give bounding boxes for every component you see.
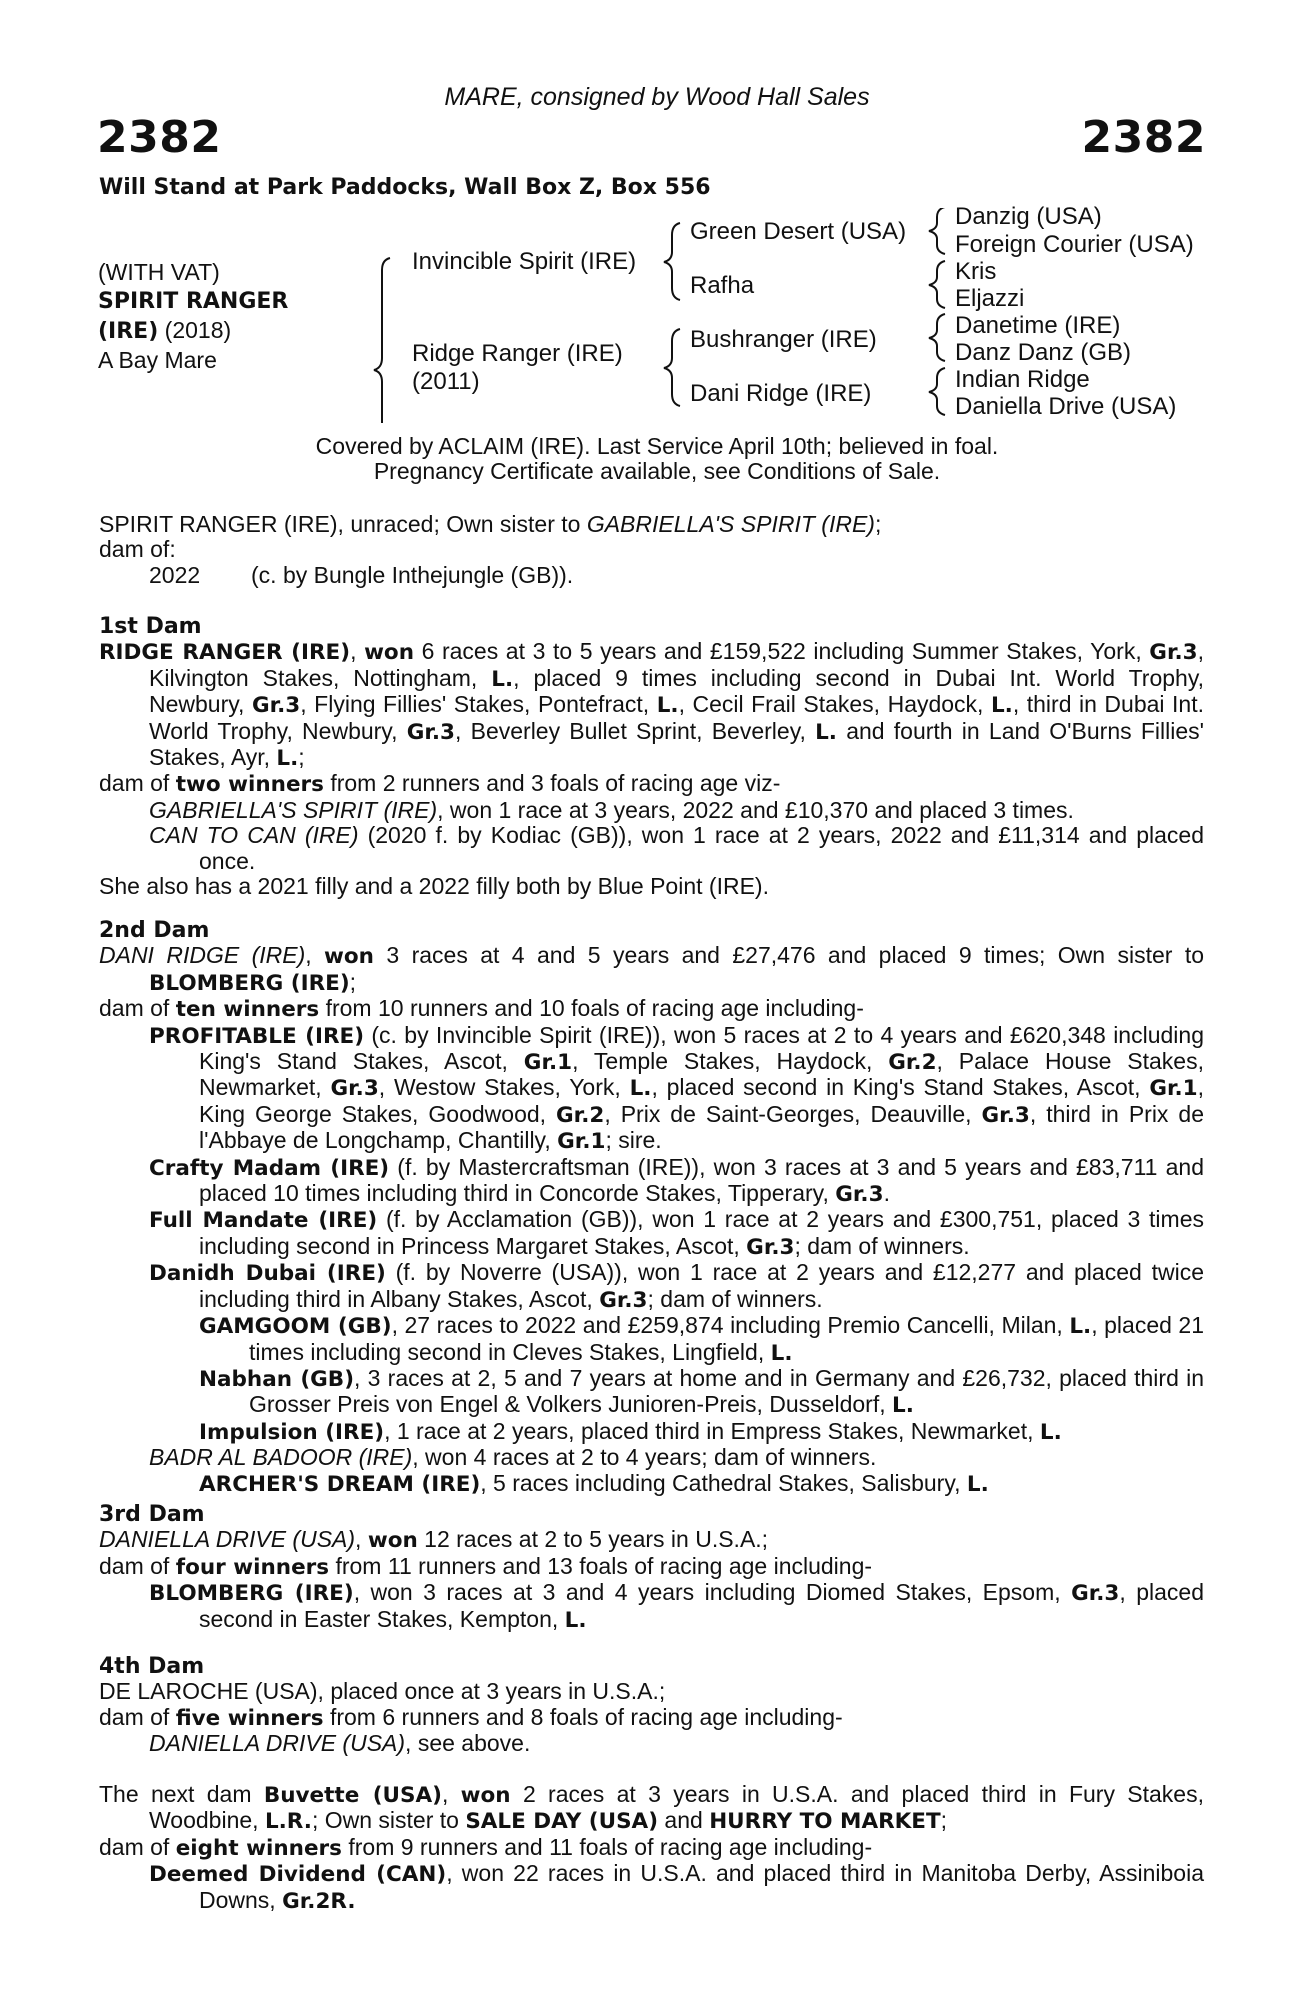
- grandfoal-impulsion: Impulsion (IRE), 1 race at 2 years, placed third in Empress Stakes, Newmarket, L.: [199, 1417, 1062, 1445]
- ped-dsd: Danz Danz (GB): [955, 339, 1132, 366]
- covering-line-1: Covered by ACLAIM (IRE). Last Service April 10th; believed in foal.: [315, 433, 999, 459]
- third-dam-section: [99, 1502, 1204, 1633]
- next-dam-foal: Deemed Dividend (CAN), won 22 races in U.S.A. and placed third in Manitoba Derby, Assiniboia Downs, Gr.2R.: [149, 1860, 1204, 1914]
- sire-name: Invincible Spirit (IRE): [412, 248, 637, 275]
- fourth-dam-produce-summary: dam of five winners from 6 runners and 8 foals of racing age including-: [99, 1703, 843, 1731]
- horse-name: SPIRIT RANGER: [98, 289, 289, 314]
- ped-sss: Danzig (USA): [955, 203, 1102, 230]
- second-dam-heading: 2nd Dam: [99, 918, 210, 943]
- next-dam-produce-summary: dam of eight winners from 9 runners and 11 foals of racing age including-: [99, 1833, 873, 1861]
- vat-note: (WITH VAT): [98, 259, 220, 285]
- sire-dam: Rafha: [690, 272, 755, 299]
- ped-dss: Danetime (IRE): [955, 312, 1121, 339]
- first-dam-record: RIDGE RANGER (IRE), won 6 races at 3 to 5 years and £159,522 including Summer Stakes, York, Gr.3, Kilvington Stakes, Nottingham, L., placed 9 times including second in Dubai Int. World Trophy, Newbury, Gr.3, Flying Fillies' Stakes, Pontefract, L., Cecil Frail Stakes, Haydock, L., third in Dubai Int. World Trophy, Newbury, Gr.3, Beverley Bullet Sprint, Beverley, L. and fourth in Land O'Burns Fillies' Stakes, Ayr, L.;: [99, 638, 1205, 772]
- second-dam-foal-profitable: PROFITABLE (IRE) (c. by Invincible Spirit (IRE)), won 5 races at 2 to 4 years and £620,348 including King's Stand Stakes, Ascot, Gr.1, Temple Stakes, Haydock, Gr.2, Palace House Stakes, Newmarket, Gr.3, Westow Stakes, York, L., placed second in King's Stand Stakes, Ascot, Gr.1, King George Stakes, Goodwood, Gr.2, Prix de Saint-Georges, Deauville, Gr.3, third in Prix de l'Abbaye de Longchamp, Chantilly, Gr.1; sire.: [149, 1021, 1205, 1155]
- covering-note: [0, 434, 1314, 484]
- second-dam-foal-crafty-madam: Crafty Madam (IRE) (f. by Mastercraftsman (IRE)), won 3 races at 3 and 5 years and £83,711 and placed 10 times including third in Concorde Stakes, Tipperary, Gr.3.: [149, 1153, 1204, 1208]
- horse-description: A Bay Mare: [98, 347, 217, 373]
- second-dam-foal-full-mandate: Full Mandate (IRE) (f. by Acclamation (GB)), won 1 race at 2 years and £300,751, placed 3 times including second in Princess Margaret Stakes, Ascot, Gr.3; dam of winners.: [149, 1206, 1204, 1260]
- intro-line: SPIRIT RANGER (IRE), unraced; Own sister to GABRIELLA'S SPIRIT (IRE);: [99, 511, 882, 537]
- produce-detail: (c. by Bungle Inthejungle (GB)).: [251, 561, 574, 588]
- first-dam-note: She also has a 2021 filly and a 2022 filly both by Blue Point (IRE).: [99, 873, 769, 900]
- next-dam-record: The next dam Buvette (USA), won 2 races at 3 years in U.S.A. and placed third in Fury Stakes, Woodbine, L.R.; Own sister to SALE DAY (USA) and HURRY TO MARKET;: [99, 1781, 1204, 1835]
- grandfoal-archers-dream: ARCHER'S DREAM (IRE), 5 races including Cathedral Stakes, Salisbury, L.: [199, 1469, 989, 1497]
- third-dam-foal-blomberg: BLOMBERG (IRE), won 3 races at 3 and 4 years including Diomed Stakes, Epsom, Gr.3, placed second in Easter Stakes, Kempton, L.: [149, 1579, 1204, 1633]
- first-dam-foal-2: CAN TO CAN (IRE) (2020 f. by Kodiac (GB)), won 1 race at 2 years, 2022 and £11,314 and placed once.: [149, 822, 1204, 874]
- third-dam-produce-summary: dam of four winners from 11 runners and 13 foals of racing age including-: [99, 1552, 873, 1580]
- stabling-location: Will Stand at Park Paddocks, Wall Box Z, Box 556: [99, 175, 711, 200]
- fourth-dam-record: DE LAROCHE (USA), placed once at 3 years in U.S.A.;: [99, 1678, 666, 1705]
- pedigree-table: [0, 203, 1314, 423]
- third-dam-record: DANIELLA DRIVE (USA), won 12 races at 2 to 5 years in U.S.A.;: [99, 1526, 769, 1554]
- consignment-line: MARE, consigned by Wood Hall Sales: [444, 83, 870, 111]
- intro-dam-of: dam of:: [99, 536, 176, 563]
- second-dam-record: DANI RIDGE (IRE), won 3 races at 4 and 5 years and £27,476 and placed 9 times; Own sister to BLOMBERG (IRE);: [99, 942, 1204, 996]
- second-dam-section: [99, 918, 1204, 1497]
- dam-sire: Bushranger (IRE): [690, 326, 877, 353]
- first-dam-produce-summary: dam of two winners from 2 runners and 3 foals of racing age viz-: [99, 770, 781, 798]
- third-dam-heading: 3rd Dam: [99, 1502, 205, 1527]
- lot-number-right: 2382: [1081, 112, 1206, 163]
- fourth-dam-section: [99, 1654, 1204, 1757]
- first-dam-section: [99, 614, 1204, 899]
- dam-name: Ridge Ranger (IRE): [412, 340, 623, 367]
- ped-sdd: Eljazzi: [955, 285, 1025, 312]
- produce-year: 2022: [149, 561, 201, 588]
- horse-suffix: (IRE): [98, 319, 159, 344]
- covering-line-2: Pregnancy Certificate available, see Conditions of Sale.: [373, 458, 941, 484]
- second-dam-foal-badr-al-badoor: BADR AL BADOOR (IRE), won 4 races at 2 to 4 years; dam of winners.: [149, 1444, 877, 1471]
- sire-sire: Green Desert (USA): [690, 218, 907, 245]
- ped-ddd: Daniella Drive (USA): [955, 393, 1177, 420]
- second-dam-produce-summary: dam of ten winners from 10 runners and 10 foals of racing age including-: [99, 995, 864, 1023]
- grandfoal-gamgoom: GAMGOOM (GB), 27 races to 2022 and £259,874 including Premio Cancelli, Milan, L., placed 21 times including second in Cleves Stakes, Lingfield, L.: [199, 1312, 1205, 1366]
- intro-section: [99, 512, 1204, 588]
- first-dam-foal-1: GABRIELLA'S SPIRIT (IRE), won 1 race at 3 years, 2022 and £10,370 and placed 3 times.: [149, 796, 1074, 823]
- dam-year: (2011): [412, 368, 480, 395]
- ped-sds: Kris: [955, 258, 997, 285]
- fourth-dam-foal: DANIELLA DRIVE (USA), see above.: [149, 1730, 531, 1757]
- first-dam-heading: 1st Dam: [99, 614, 202, 639]
- dam-dam: Dani Ridge (IRE): [690, 380, 872, 407]
- ped-dds: Indian Ridge: [955, 366, 1090, 393]
- ped-ssd: Foreign Courier (USA): [955, 231, 1194, 258]
- produce-row: [99, 563, 1204, 588]
- grandfoal-nabhan: Nabhan (GB), 3 races at 2, 5 and 7 years at home and in Germany and £26,732, placed third in Grosser Preis von Engel & Volkers Junioren-Preis, Dusseldorf, L.: [199, 1364, 1204, 1419]
- lot-number-left: 2382: [97, 112, 222, 163]
- horse-year: (2018): [164, 317, 232, 343]
- fourth-dam-heading: 4th Dam: [99, 1654, 205, 1679]
- second-dam-foal-danidh-dubai: Danidh Dubai (IRE) (f. by Noverre (USA)), won 1 race at 2 years and £12,277 and placed twice including third in Albany Stakes, Ascot, Gr.3; dam of winners.: [149, 1259, 1204, 1313]
- next-dam-section: [99, 1782, 1204, 1914]
